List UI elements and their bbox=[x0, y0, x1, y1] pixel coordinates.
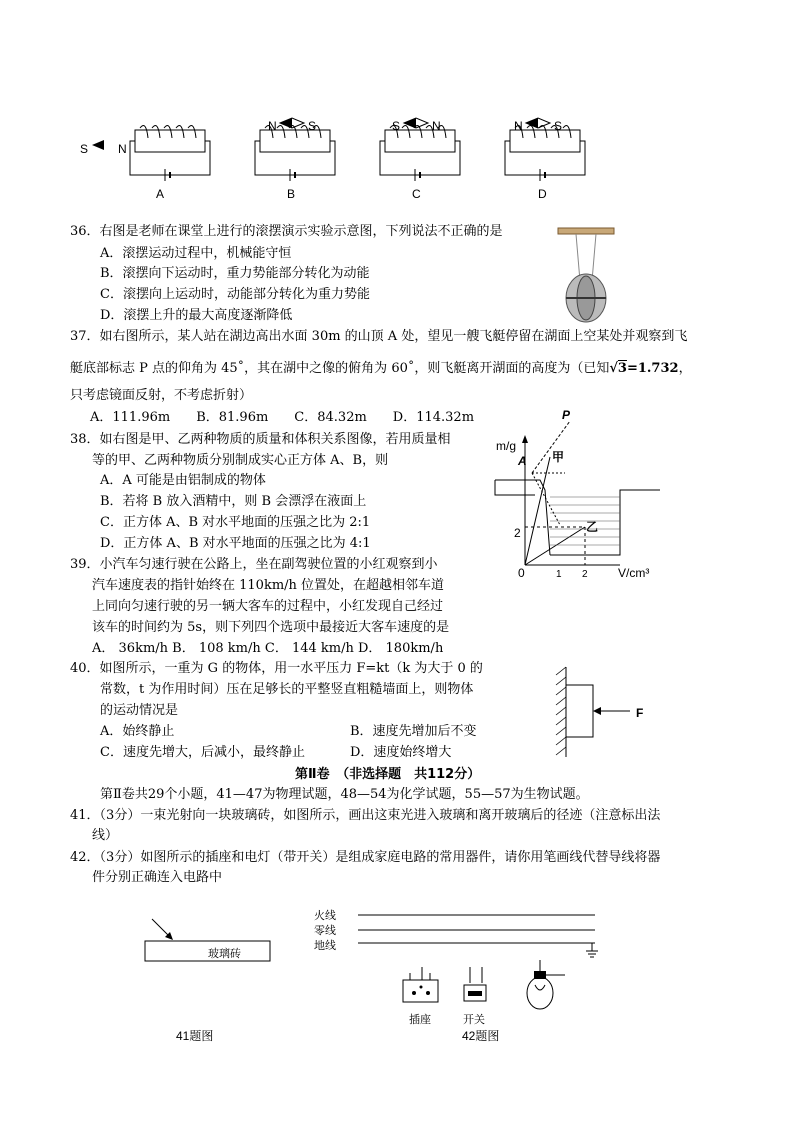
socket-label: 插座 bbox=[409, 1014, 431, 1025]
wall-force-figure bbox=[548, 665, 658, 760]
socket-body bbox=[403, 980, 438, 1002]
q36-option-b: B．滚摆向下运动时，重力势能部分转化为动能 bbox=[100, 266, 370, 281]
coil-a-left-pole: S bbox=[80, 142, 89, 156]
q38-option-b: B．若将 B 放入酒精中，则 B 会漂浮在液面上 bbox=[100, 494, 367, 509]
q41-caption: 41题图 bbox=[176, 1029, 214, 1043]
svg-text:N: N bbox=[268, 119, 277, 133]
q41-line1: 41．（3分）一束光射向一块玻璃砖，如图所示，画出这束光进入玻璃和离开玻璃后的径迹（注意标出法 bbox=[70, 808, 661, 823]
q36-option-d: D．滚摆上升的最大高度逐渐降低 bbox=[100, 308, 293, 323]
coil-figure-d bbox=[505, 118, 585, 201]
wire-ground-label: 地线 bbox=[314, 940, 336, 952]
part2-heading: 第Ⅱ卷 （非选择题 共112分） bbox=[295, 767, 481, 782]
q40-line3: 的运动情况是 bbox=[100, 703, 179, 718]
q41-line2: 线） bbox=[92, 828, 119, 843]
coil-a-right-pole: N bbox=[118, 142, 127, 156]
q38-option-a: A．A 可能是由铝制成的物体 bbox=[100, 473, 266, 488]
q39-line3: 上同向匀速行驶的另一辆大客车的过程中，小红发现自己经过 bbox=[92, 599, 444, 614]
q36-option-c: C．滚摆向上运动时，动能部分转化为重力势能 bbox=[100, 287, 370, 302]
svg-text:N: N bbox=[432, 119, 441, 133]
maxwell-pendulum-figure bbox=[556, 226, 616, 326]
household-circuit-figure bbox=[310, 905, 610, 1025]
switch-label: 开关 bbox=[463, 1014, 485, 1025]
q40-line1: 40．如图所示，一重为 G 的物体，用一水平压力 F=kt（k 为大于 0 的 bbox=[70, 661, 483, 676]
lake-point-a: A bbox=[518, 454, 527, 468]
coil-figure-a bbox=[80, 126, 210, 201]
force-label: F bbox=[636, 706, 644, 720]
coil-figure-b bbox=[255, 118, 335, 201]
graph-x-tick-2: 2 bbox=[582, 569, 588, 580]
q38-line2: 等的甲、乙两种物质分别制成实心正方体 A、B，则 bbox=[92, 453, 389, 468]
coil-a-label: A bbox=[156, 187, 165, 201]
svg-text:C: C bbox=[412, 187, 421, 201]
series-yi-line bbox=[525, 527, 585, 565]
wire-neutral-label: 零线 bbox=[314, 925, 336, 937]
q38-option-c: C．正方体 A、B 对水平地面的压强之比为 2:1 bbox=[100, 515, 371, 530]
svg-text:S: S bbox=[308, 119, 317, 133]
graph-x-tick-1: 1 bbox=[556, 569, 562, 580]
q37-options: A．111.96m B．81.96m C．84.32m D．114.32m bbox=[90, 410, 475, 425]
q37-line2: 艇底部标志 P 点的仰角为 45˚，其在湖中之像的俯角为 60˚，则飞艇离开湖面的高度为（已知√3=1.732， bbox=[70, 361, 692, 376]
part2-intro: 第Ⅱ卷共29个小题，41—47为物理试题，48—54为化学试题，55—57为生物试题。 bbox=[100, 787, 589, 802]
coil-figure-c bbox=[380, 118, 460, 201]
lake-and-density-figure bbox=[490, 405, 670, 585]
q37-line1: 37．如右图所示，某人站在湖边高出水面 30m 的山顶 A 处，望见一艘飞艇停留在湖面上空某处并观察到飞 bbox=[70, 329, 688, 344]
graph-ylabel: m/g bbox=[496, 439, 517, 453]
series-jia-label: 甲 bbox=[552, 450, 565, 464]
lamp-bulb bbox=[527, 977, 553, 1009]
graph-origin: 0 bbox=[518, 566, 525, 580]
q39-line1: 39．小汽车匀速行驶在公路上，坐在副驾驶位置的小红观察到小 bbox=[70, 557, 438, 572]
svg-text:D: D bbox=[538, 187, 547, 201]
svg-text:S: S bbox=[554, 119, 563, 133]
graph-xlabel: V/cm³ bbox=[618, 566, 650, 580]
q42-line2: 件分别正确连入电路中 bbox=[92, 870, 223, 885]
q42-line1: 42．（3分）如图所示的插座和电灯（带开关）是组成家庭电路的常用器件，请你用笔画线代替导线将器 bbox=[70, 850, 661, 865]
series-yi-label: 乙 bbox=[586, 520, 599, 534]
glass-label: 玻璃砖 bbox=[208, 948, 241, 960]
svg-text:S: S bbox=[392, 119, 401, 133]
q38-line1: 38．如右图是甲、乙两种物质的质量和体积关系图像，若用质量相 bbox=[70, 432, 451, 447]
q40-line2: 常数，t 为作用时间）压在足够长的平整竖直粗糙墙面上，则物体 bbox=[100, 682, 474, 697]
q39-line4: 该车的时间约为 5s，则下列四个选项中最接近大客车速度的是 bbox=[92, 620, 450, 635]
q38-option-d: D．正方体 A、B 对水平地面的压强之比为 4:1 bbox=[100, 536, 371, 551]
wire-live-label: 火线 bbox=[314, 910, 336, 922]
q37-line3: 只考虑镜面反射，不考虑折射） bbox=[70, 388, 253, 403]
graph-y-tick: 2 bbox=[514, 526, 521, 540]
q40-option-d: D．速度始终增大 bbox=[350, 745, 452, 760]
q36-option-a: A．滚摆运动过程中，机械能守恒 bbox=[100, 246, 292, 261]
q39-options: A． 36km/h B． 108 km/h C． 144 km/h D． 180km/h bbox=[92, 641, 444, 656]
q42-caption: 42题图 bbox=[462, 1029, 500, 1043]
q39-line2: 汽车速度表的指针始终在 110km/h 位置处，在超越相邻车道 bbox=[92, 578, 445, 593]
q36-stem: 36．右图是老师在课堂上进行的滚摆演示实验示意图，下列说法不正确的是 bbox=[70, 224, 503, 239]
coil-figures bbox=[70, 105, 590, 205]
compass-needle-a bbox=[92, 140, 104, 150]
q40-option-b: B．速度先增加后不变 bbox=[350, 724, 477, 739]
lake-point-p: P bbox=[562, 408, 571, 422]
q40-option-a: A．始终静止 bbox=[100, 724, 175, 739]
svg-text:N: N bbox=[514, 119, 523, 133]
q40-option-c: C．速度先增大，后减小，最终静止 bbox=[100, 745, 305, 760]
glass-block-figure bbox=[140, 915, 280, 965]
svg-text:B: B bbox=[287, 187, 296, 201]
